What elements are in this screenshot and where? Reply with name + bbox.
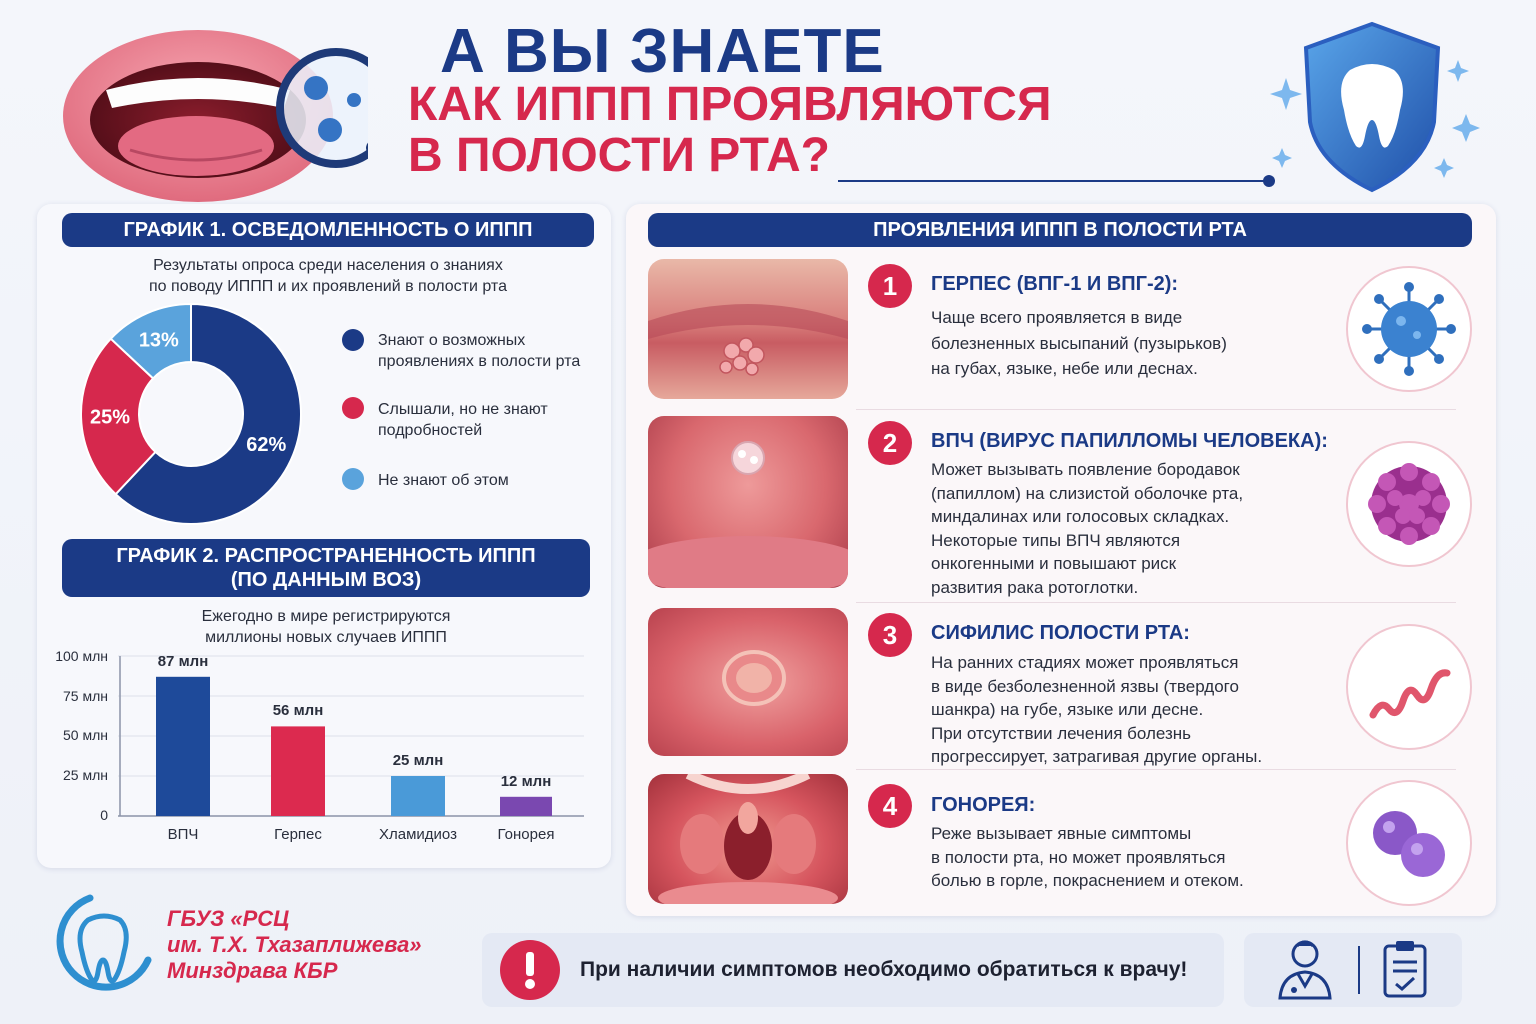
title-line2: КАК ИППП ПРОЯВЛЯЮТСЯ bbox=[408, 78, 1052, 131]
legend-swatch-heard bbox=[342, 397, 364, 419]
tooth-shield-icon bbox=[1262, 18, 1482, 196]
legend-swatch-aware bbox=[342, 329, 364, 351]
title-line1: А ВЫ ЗНАЕТЕ bbox=[440, 17, 885, 86]
card-2-line: Может вызывать появление бородавок bbox=[931, 460, 1240, 479]
donut-percent-label: 25% bbox=[90, 406, 131, 429]
clinic-logo bbox=[50, 890, 156, 1006]
bar-3 bbox=[391, 776, 445, 816]
legend-label-heard-line1: Слышали, но не знают bbox=[378, 401, 548, 418]
warning-text: При наличии симптомов необходимо обратиться к врачу! bbox=[580, 958, 1188, 981]
card-4-text bbox=[931, 822, 1331, 893]
legend-label-unaware: Не знают об этом bbox=[378, 472, 509, 489]
chart1-banner: ГРАФИК 1. ОСВЕДОМЛЕННОСТЬ О ИППП bbox=[62, 213, 594, 247]
card-3-number: 3 bbox=[868, 613, 912, 657]
photo-chancre bbox=[648, 608, 848, 756]
mouth-illustration bbox=[58, 16, 368, 202]
clipboard-icon bbox=[1380, 938, 1430, 1000]
org-name-line2: им. Т.Х. Тхазаплижева» bbox=[167, 932, 422, 957]
bar-value-label: 56 млн bbox=[272, 702, 324, 720]
card-divider bbox=[856, 409, 1456, 410]
y-tick-50: 50 млн bbox=[63, 727, 108, 743]
bar-category-label: Гонорея bbox=[497, 826, 555, 843]
chart2-subtitle-line1: Ежегодно в мире регистрируются bbox=[201, 608, 451, 625]
doctor-icon bbox=[1274, 936, 1336, 1002]
photo-throat bbox=[648, 774, 848, 904]
y-tick-75: 75 млн bbox=[63, 688, 108, 704]
card-3-line: прогрессирует, затрагивая другие органы. bbox=[931, 747, 1263, 766]
card-4-line: в полости рта, но может проявляться bbox=[931, 847, 1226, 867]
manifest-banner: ПРОЯВЛЕНИЯ ИППП В ПОЛОСТИ РТА bbox=[648, 213, 1472, 247]
bar-value-label: 25 млн bbox=[392, 752, 444, 769]
exclamation-icon bbox=[500, 940, 560, 1000]
virus-blue-icon bbox=[1346, 266, 1472, 392]
bar-category-label: ВПЧ bbox=[167, 826, 199, 843]
spirochete-icon bbox=[1346, 624, 1472, 750]
diplococcus-icon bbox=[1346, 780, 1472, 906]
org-name-line3: Минздрава КБР bbox=[167, 958, 338, 983]
divider-line bbox=[1358, 946, 1360, 994]
legend-label-heard-line2: подробностей bbox=[378, 422, 483, 439]
bar-category-label: Герпес bbox=[274, 826, 322, 843]
card-2-text bbox=[931, 458, 1331, 599]
legend-label-aware-line2: проявлениях в полости рта bbox=[378, 353, 581, 370]
card-2-line: онкогенными и повышают риск bbox=[931, 554, 1177, 573]
donut-percent-label: 62% bbox=[246, 433, 287, 456]
card-2-number: 2 bbox=[868, 421, 912, 465]
card-1-line: болезненных высыпаний (пузырьков) bbox=[931, 333, 1227, 353]
y-tick-0: 0 bbox=[100, 807, 108, 823]
legend-swatch-unaware bbox=[342, 468, 364, 490]
card-divider bbox=[856, 602, 1456, 603]
card-1-line: на губах, языке, небе или деснах. bbox=[931, 359, 1198, 378]
awareness-donut-chart bbox=[78, 302, 308, 526]
card-4-number: 4 bbox=[868, 784, 912, 828]
card-3-text bbox=[931, 651, 1351, 769]
card-3-line: шанкра) на губе, языке или десне. bbox=[931, 700, 1204, 719]
chart1-subtitle-line1: Результаты опроса среди населения о знаниях bbox=[153, 257, 503, 274]
photo-herpes-lip bbox=[648, 259, 848, 399]
photo-papilloma-tongue bbox=[648, 416, 848, 588]
card-divider bbox=[856, 769, 1456, 770]
card-1-line: Чаще всего проявляется в виде bbox=[931, 308, 1183, 327]
bar-2 bbox=[271, 726, 325, 816]
legend-label-aware-line1: Знают о возможных bbox=[378, 332, 526, 349]
bar-value-label: 12 млн bbox=[500, 772, 552, 790]
chart2-subtitle-line2: миллионы новых случаев ИППП bbox=[205, 629, 447, 646]
virus-purple-icon bbox=[1346, 441, 1472, 567]
card-4-title: ГОНОРЕЯ: bbox=[931, 794, 1036, 816]
chart2-banner bbox=[62, 539, 590, 597]
card-2-line: миндалинах или голосовых складках. bbox=[931, 507, 1230, 526]
org-name-line1: ГБУЗ «РСЦ bbox=[167, 906, 290, 931]
y-tick-25: 25 млн bbox=[63, 767, 108, 783]
card-3-title: СИФИЛИС ПОЛОСТИ РТА: bbox=[931, 622, 1190, 644]
card-2-line: развития рака ротоглотки. bbox=[931, 577, 1139, 597]
bar-value-label: 87 млн bbox=[157, 652, 209, 670]
y-tick-100: 100 млн bbox=[55, 648, 108, 664]
card-1-text bbox=[931, 306, 1331, 381]
card-2-title: ВПЧ (ВИРУС ПАПИЛЛОМЫ ЧЕЛОВЕКА): bbox=[931, 430, 1328, 452]
chart2-banner-line2: (ПО ДАННЫМ ВОЗ) bbox=[230, 569, 422, 591]
bar-category-label: Хламидиоз bbox=[379, 826, 457, 843]
card-4-line: Реже вызывает явные симптомы bbox=[931, 824, 1192, 843]
card-1-number: 1 bbox=[868, 264, 912, 308]
title-line3: В ПОЛОСТИ РТА? bbox=[408, 129, 830, 182]
prevalence-bar-chart bbox=[112, 650, 592, 820]
card-3-line: На ранних стадиях может проявляться bbox=[931, 653, 1239, 672]
card-1-title: ГЕРПЕС (ВПГ-1 И ВПГ-2): bbox=[931, 273, 1179, 295]
bar-1 bbox=[156, 677, 210, 816]
card-3-line: в виде безболезненной язвы (твердого bbox=[931, 676, 1239, 696]
chart2-banner-line1: ГРАФИК 2. РАСПРОСТРАНЕННОСТЬ ИППП bbox=[116, 545, 536, 567]
title-underline bbox=[838, 180, 1268, 182]
card-4-line: болью в горле, покраснением и отеком. bbox=[931, 871, 1244, 890]
donut-percent-label: 13% bbox=[138, 329, 179, 352]
chart1-subtitle-line2: по поводу ИППП и их проявлений в полости рта bbox=[149, 278, 507, 295]
card-2-line: Некоторые типы ВПЧ являются bbox=[931, 530, 1181, 550]
card-3-line: При отсутствии лечения болезнь bbox=[931, 723, 1191, 743]
card-2-line: (папиллом) на слизистой оболочке рта, bbox=[931, 483, 1244, 503]
bar-4 bbox=[500, 797, 552, 816]
